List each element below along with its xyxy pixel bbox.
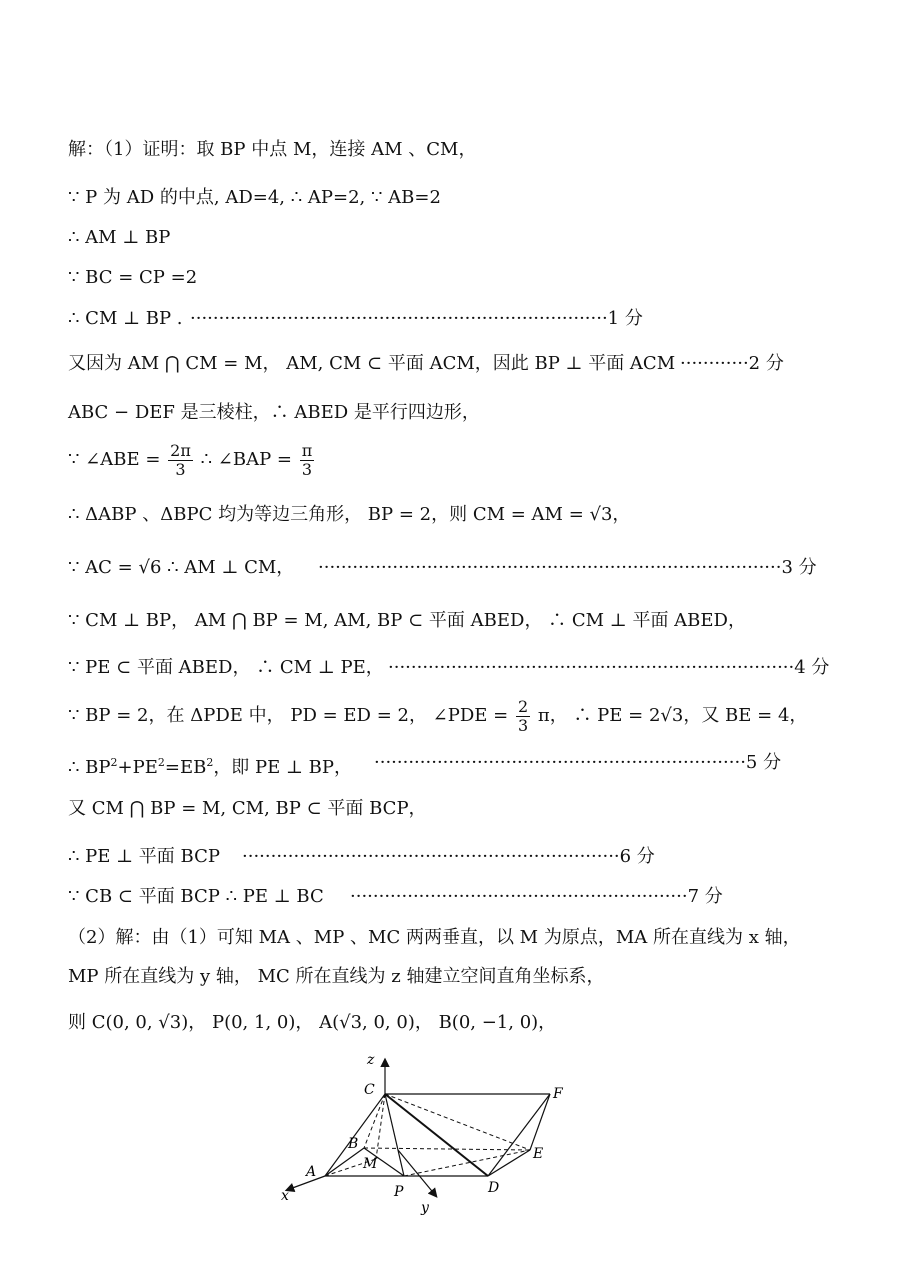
label-x: x: [281, 1188, 289, 1204]
edge-FE: [530, 1094, 550, 1150]
line-10: ∵ AC = √6 ∴ AM ⊥ CM，: [68, 557, 295, 578]
edge-CM-dashed: [376, 1094, 385, 1159]
edge-AB: [325, 1148, 364, 1176]
fraction-denominator: 3: [175, 459, 186, 479]
line-11: ∵ CM ⊥ BP， AM ⋂ BP = M, AM, BP ⊂ 平面 ABED， ∴ CM ⊥ 平面 ABED，: [68, 610, 746, 631]
line-7: ABC − DEF 是三棱柱，∴ ABED 是平行四边形，: [68, 402, 480, 423]
fraction-numerator: π: [301, 440, 313, 460]
superscript: 2: [157, 756, 165, 769]
line-13-part-b: π， ∴ PE = 2√3，又 BE = 4，: [537, 705, 808, 726]
label-z: z: [367, 1052, 375, 1068]
line-12: ∵ PE ⊂ 平面 ABED， ∴ CM ⊥ PE，: [68, 657, 384, 678]
line-14-part-d: ，即 PE ⊥ BP，: [213, 757, 352, 778]
line-14: [68, 751, 352, 780]
x-axis: [287, 1176, 325, 1190]
score-7: ···························································7 分: [350, 886, 723, 907]
fraction-2pi-3: [168, 442, 193, 479]
label-y: y: [421, 1200, 429, 1216]
edge-AM-dashed: [325, 1159, 376, 1176]
edge-BE-dashed: [364, 1148, 530, 1150]
line-20: 则 C(0, 0, √3)， P(0, 1, 0)， A(√3, 0, 0)， B(0, −1, 0)，: [68, 1012, 557, 1033]
line-13-part-a: ∵ BP = 2，在 ΔPDE 中， PD = ED = 2， ∠PDE =: [68, 705, 509, 726]
line-2: ∵ P 为 AD 的中点, AD=4, ∴ AP=2, ∵ AB=2: [68, 187, 441, 208]
label-B: B: [348, 1136, 359, 1152]
score-2: ············2 分: [680, 353, 784, 374]
edge-BP: [364, 1148, 404, 1176]
edge-ED: [488, 1150, 530, 1176]
line-9: ∴ ΔABP 、ΔBPC 均为等边三角形， BP = 2，则 CM = AM = √3，: [68, 504, 631, 525]
label-P: P: [394, 1184, 404, 1200]
fraction-pi-3: [300, 442, 315, 479]
label-C: C: [364, 1082, 375, 1098]
superscript: 2: [110, 756, 118, 769]
superscript: 2: [206, 756, 214, 769]
score-3: ·················································································3 分: [318, 557, 817, 578]
label-A: A: [306, 1164, 317, 1180]
line-4: ∵ BC = CP =2: [68, 267, 198, 288]
line-8-part-b: ∴ ∠BAP =: [200, 449, 293, 470]
line-8: [68, 438, 316, 482]
line-18: （2）解：由（1）可知 MA 、MP 、MC 两两垂直，以 M 为原点，MA 所在直线为 x 轴，: [68, 927, 801, 948]
fraction-numerator: 2: [517, 696, 529, 716]
edge-CB-dashed: [364, 1094, 385, 1148]
line-15: 又 CM ⋂ BP = M, CM, BP ⊂ 平面 BCP，: [68, 798, 427, 819]
label-E: E: [533, 1146, 544, 1162]
line-8-part-a: ∵ ∠ABE =: [68, 449, 161, 470]
edge-CE-dashed: [385, 1094, 530, 1150]
score-4: ·······································································4 分: [388, 657, 830, 678]
line-14-part-c: =EB: [164, 757, 207, 778]
score-5: ·································································5 分: [374, 752, 782, 773]
line-16: ∴ PE ⊥ 平面 BCP: [68, 846, 220, 867]
y-axis: [398, 1150, 436, 1196]
edge-CP: [385, 1094, 404, 1176]
line-14-part-b: +PE: [117, 757, 158, 778]
line-5: ∴ CM ⊥ BP .: [68, 308, 183, 329]
edge-CD: [385, 1094, 488, 1176]
fraction-numerator: 2π: [170, 440, 191, 460]
line-3: ∴ AM ⊥ BP: [68, 227, 171, 248]
line-13: [68, 694, 807, 738]
fraction-denominator: 3: [517, 715, 529, 735]
edge-CA: [325, 1094, 385, 1176]
fraction-denominator: 3: [301, 459, 313, 479]
label-F: F: [553, 1086, 563, 1102]
label-M: M: [363, 1156, 378, 1172]
line-1: 解：（1）证明：取 BP 中点 M，连接 AM 、CM，: [68, 139, 477, 160]
line-17: ∵ CB ⊂ 平面 BCP ∴ PE ⊥ BC: [68, 886, 324, 907]
edge-PE-dashed: [404, 1150, 530, 1176]
score-1: ·········································································1 分: [190, 308, 643, 329]
line-14-part-a: ∴ BP: [68, 757, 111, 778]
fraction-2-3: [516, 698, 530, 735]
label-D: D: [488, 1180, 500, 1196]
line-19: MP 所在直线为 y 轴， MC 所在直线为 z 轴建立空间直角坐标系，: [68, 966, 605, 987]
score-6: ··································································6 分: [242, 846, 655, 867]
edge-FD: [488, 1094, 550, 1176]
line-6: 又因为 AM ⋂ CM = M， AM, CM ⊂ 平面 ACM，因此 BP ⊥ 平面 ACM: [68, 353, 676, 374]
